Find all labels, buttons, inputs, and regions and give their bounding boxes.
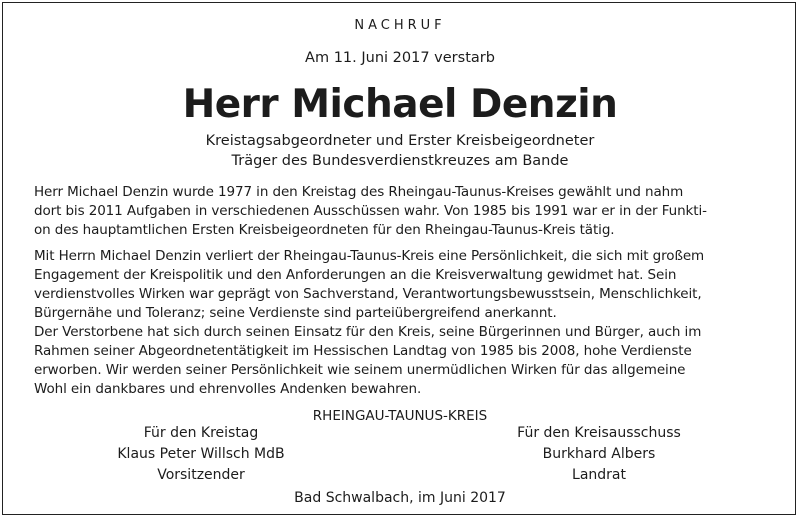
text-line: Engagement der Kreispolitik und den Anforderungen an die Kreisverwaltung gewidmet hat. Sein: [34, 267, 677, 283]
signature-block-right: [494, 423, 704, 486]
organization-name: RHEINGAU-TAUNUS-KREIS: [312, 408, 488, 424]
paragraph-remembrance: [34, 323, 772, 399]
deceased-name: Herr Michael Denzin: [182, 82, 618, 127]
text-line: Wohl ein dankbares und ehrenvolles Andenken bewahren.: [34, 381, 422, 397]
paragraph-career: [34, 183, 772, 240]
death-dateline: Am 11. Juni 2017 verstarb: [305, 50, 495, 66]
text-line: Der Verstorbene hat sich durch seinen Einsatz für den Kreis, seine Bürgerinnen und Bürger, auch im: [34, 324, 702, 340]
signature-for: Für den Kreisausschuss: [517, 425, 681, 441]
text-line: Bürgernähe und Toleranz; seine Verdienste sind parteiübergreifend anerkannt.: [34, 305, 557, 321]
signatory-name: Burkhard Albers: [542, 446, 656, 462]
honor-line: Träger des Bundesverdienstkreuzes am Bande: [231, 153, 569, 169]
text-line: Herr Michael Denzin wurde 1977 in den Kreistag des Rheingau-Taunus-Kreises gewählt und nahm: [34, 184, 684, 200]
text-line: dort bis 2011 Aufgaben in verschiedenen Ausschüssen wahr. Von 1985 bis 1991 war er in der Funkti-: [34, 203, 707, 219]
obituary-heading: NACHRUF: [354, 18, 446, 33]
signatory-name: Klaus Peter Willsch MdB: [117, 446, 285, 462]
signatory-title: Vorsitzender: [157, 467, 245, 483]
role-line: Kreistagsabgeordneter und Erster Kreisbeigeordneter: [205, 133, 595, 149]
text-line: Mit Herrn Michael Denzin verliert der Rheingau-Taunus-Kreis eine Persönlichkeit, die sich mit großem: [34, 248, 705, 264]
paragraph-tribute: [34, 247, 772, 323]
text-line: verdienstvolles Wirken war geprägt von Sachverstand, Verantwortungsbewusstsein, Menschlichkeit,: [34, 286, 702, 302]
signature-block-left: [96, 423, 306, 486]
signatory-title: Landrat: [572, 467, 626, 483]
text-line: Rahmen seiner Abgeordnetentätigkeit im Hessischen Landtag von 1985 bis 2008, hohe Verdienste: [34, 343, 692, 359]
place-date: Bad Schwalbach, im Juni 2017: [294, 490, 506, 506]
text-line: on des hauptamtlichen Ersten Kreisbeigeordneten für den Rheingau-Taunus-Kreis tätig.: [34, 222, 615, 238]
text-line: erworben. Wir werden seiner Persönlichkeit wie seinem unermüdlichen Wirken für das allgemeine: [34, 362, 686, 378]
signature-for: Für den Kreistag: [143, 425, 259, 441]
